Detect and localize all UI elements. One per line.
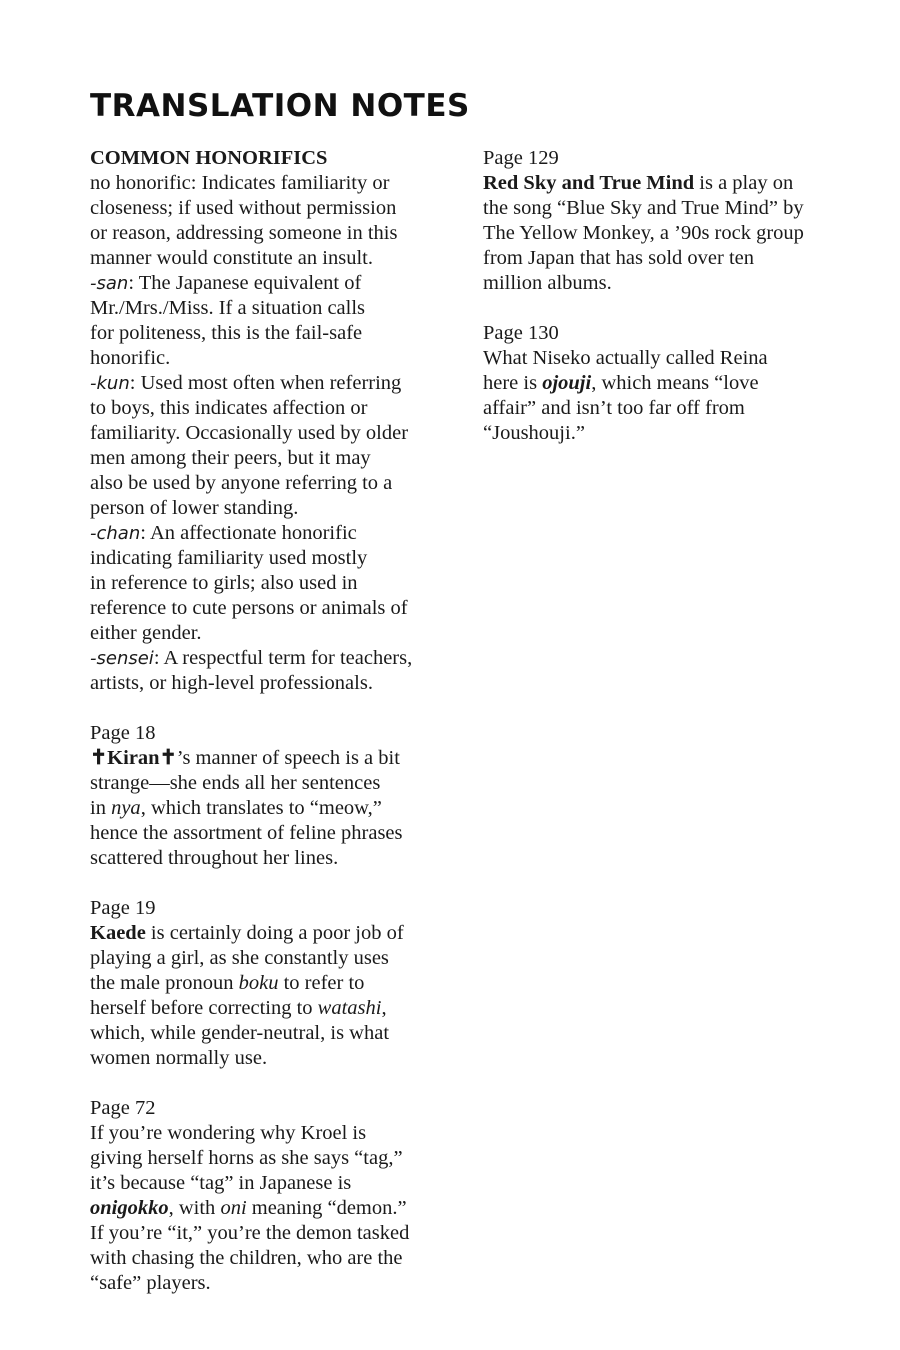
section-gap <box>90 1071 460 1096</box>
entry-line: artists, or high-level professionals. <box>90 672 373 694</box>
entry-line: also be used by anyone referring to a <box>90 472 393 494</box>
note-line <box>90 921 460 946</box>
chan-entry <box>90 521 460 646</box>
page-19-note <box>90 896 460 1071</box>
left-column <box>90 146 460 1296</box>
note-line: The Yellow Monkey, a ’90s rock group <box>483 222 804 244</box>
entry-line: either gender. <box>90 622 202 644</box>
honorific-term: -san <box>90 273 129 294</box>
section-gap <box>90 871 460 896</box>
entry-text: : A respectful term for teachers, <box>153 647 413 669</box>
page-129-note <box>483 146 848 296</box>
entry-line: manner would constitute an insult. <box>90 247 373 269</box>
entry-line: no honorific: Indicates familiarity or <box>90 172 390 194</box>
entry-line <box>90 271 460 296</box>
entry-line: familiarity. Occasionally used by older <box>90 422 409 444</box>
note-page-label: Page 19 <box>90 897 156 919</box>
note-page-label: Page 18 <box>90 722 156 744</box>
note-line: If you’re wondering why Kroel is <box>90 1122 367 1144</box>
note-text: herself before correcting to <box>90 997 318 1019</box>
note-text: , which translates to “meow,” <box>140 797 382 819</box>
honorific-term: -chan <box>90 523 141 544</box>
entry-line: Mr./Mrs./Miss. If a situation calls <box>90 297 366 319</box>
page-72-note <box>90 1096 460 1296</box>
note-page-label: Page 130 <box>483 322 559 344</box>
note-line: from Japan that has sold over ten <box>483 247 754 269</box>
note-page-label: Page 72 <box>90 1097 156 1119</box>
note-text: is a play on <box>694 172 794 194</box>
entry-line <box>90 521 460 546</box>
entry-line: reference to cute persons or animals of <box>90 597 408 619</box>
note-text: , with <box>168 1197 221 1219</box>
note-line: scattered throughout her lines. <box>90 847 339 869</box>
note-line: hence the assortment of feline phrases <box>90 822 403 844</box>
page-title: TRANSLATION NOTES <box>90 88 470 124</box>
note-bold-term: Kaede <box>90 922 146 944</box>
common-honorifics-section <box>90 146 460 696</box>
note-text: in <box>90 797 112 819</box>
honorific-term: -sensei <box>90 648 154 669</box>
note-line <box>90 796 460 821</box>
note-page-label: Page 129 <box>483 147 559 169</box>
right-column <box>483 146 848 446</box>
section-gap <box>483 296 848 321</box>
note-text: to refer to <box>278 972 365 994</box>
note-line: with chasing the children, who are the <box>90 1247 403 1269</box>
note-text: , <box>381 997 387 1019</box>
note-line: the song “Blue Sky and True Mind” by <box>483 197 804 219</box>
entry-line: honorific. <box>90 347 171 369</box>
note-line: million albums. <box>483 272 612 294</box>
section-gap <box>90 696 460 721</box>
note-bold-term: ✝Kiran✝ <box>90 747 177 769</box>
honorific-term: -kun <box>90 373 130 394</box>
note-italic-term: watashi <box>317 997 382 1019</box>
note-line: strange—she ends all her sentences <box>90 772 381 794</box>
note-text: is certainly doing a poor job of <box>145 922 404 944</box>
entry-line: to boys, this indicates affection or <box>90 397 368 419</box>
note-line: affair” and isn’t too far off from <box>483 397 745 419</box>
entry-line: or reason, addressing someone in this <box>90 222 398 244</box>
note-line <box>90 996 460 1021</box>
note-line <box>483 171 848 196</box>
note-line: If you’re “it,” you’re the demon tasked <box>90 1222 410 1244</box>
note-line <box>90 971 460 996</box>
note-italic-term: boku <box>238 972 279 994</box>
note-line: “safe” players. <box>90 1272 211 1294</box>
note-line: it’s because “tag” in Japanese is <box>90 1172 352 1194</box>
entry-line: for politeness, this is the fail-safe <box>90 322 363 344</box>
entry-line: closeness; if used without permission <box>90 197 397 219</box>
note-bold-term: Red Sky and True Mind <box>483 172 695 194</box>
note-line: “Joushouji.” <box>483 422 585 444</box>
note-text: ’s manner of speech is a bit <box>176 747 400 769</box>
note-text: here is <box>483 372 543 394</box>
note-text: meaning “demon.” <box>246 1197 407 1219</box>
note-line <box>90 746 460 771</box>
note-line: playing a girl, as she constantly uses <box>90 947 389 969</box>
sensei-entry <box>90 646 460 696</box>
note-bold-italic-term: ojouji <box>542 372 592 394</box>
entry-text: : An affectionate honorific <box>140 522 357 544</box>
note-line <box>90 1196 460 1221</box>
page-18-note <box>90 721 460 871</box>
kun-entry <box>90 371 460 521</box>
entry-line: person of lower standing. <box>90 497 299 519</box>
san-entry <box>90 271 460 371</box>
note-line: which, while gender-neutral, is what <box>90 1022 390 1044</box>
note-line: What Niseko actually called Reina <box>483 347 768 369</box>
entry-line: in reference to girls; also used in <box>90 572 358 594</box>
note-text: , which means “love <box>591 372 759 394</box>
note-text: the male pronoun <box>90 972 239 994</box>
note-line <box>483 371 848 396</box>
note-bold-italic-term: onigokko <box>90 1197 169 1219</box>
note-line: women normally use. <box>90 1047 268 1069</box>
no-honorific-entry <box>90 171 460 271</box>
page-130-note <box>483 321 848 446</box>
note-italic-term: nya <box>111 797 141 819</box>
entry-line <box>90 371 460 396</box>
entry-line: men among their peers, but it may <box>90 447 371 469</box>
note-line: giving herself horns as she says “tag,” <box>90 1147 403 1169</box>
honorifics-heading: COMMON HONORIFICS <box>90 147 328 169</box>
entry-text: : Used most often when referring <box>129 372 402 394</box>
note-italic-term: oni <box>220 1197 247 1219</box>
entry-text: : The Japanese equivalent of <box>128 272 362 294</box>
entry-line <box>90 646 460 671</box>
entry-line: indicating familiarity used mostly <box>90 547 368 569</box>
